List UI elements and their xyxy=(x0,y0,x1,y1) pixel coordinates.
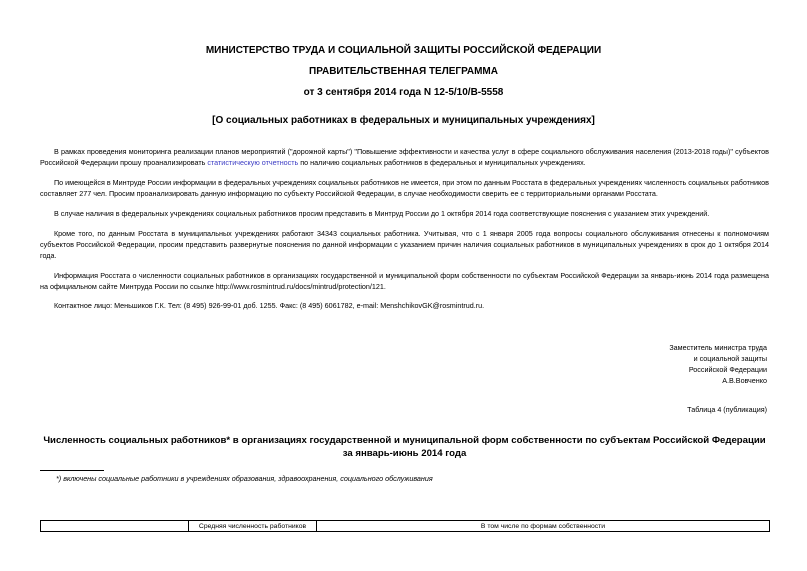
paragraph-1 xyxy=(40,146,769,168)
statistics-report-link[interactable]: статистическую отчетность xyxy=(207,158,299,167)
paragraph-1-text-start: В рамках проведения мониторинга реализации планов мероприятий ("дорожной карты") "Повышение эффективности и качества услуг в сфере социального обслуживания населения (2013-2018 годы)" субъектов Российской Федерации прошу проанализировать xyxy=(40,147,769,167)
signature-name: А.В.Вовченко xyxy=(722,376,767,385)
signature-position: Заместитель министра труда xyxy=(669,343,767,352)
document-subject: [О социальных работниках в федеральных и муниципальных учреждениях] xyxy=(212,115,595,126)
paragraph-2-text: По имеющейся в Минтруде России информации в федеральных учреждениях социальных работников не имеется, при этом по данным Росстата в федеральных учреждениях численность социальных работников составляет 277 чел. Просим проанализировать данную информацию по субъекту Российской Федерации, в случае необходимости сверить ее с территориальными органами Росстата. xyxy=(40,178,769,198)
table-header-cell-average: Средняя численность работников xyxy=(189,521,317,532)
ministry-title: МИНИСТЕРСТВО ТРУДА И СОЦИАЛЬНОЙ ЗАЩИТЫ РОССИЙСКОЙ ФЕДЕРАЦИИ xyxy=(205,45,602,56)
paragraph-3 xyxy=(40,208,769,219)
paragraph-3-text: В случае наличия в федеральных учреждениях социальных работников просим представить в Минтруд России до 1 октября 2014 года соответствующие пояснения с указанием этих учреждений. xyxy=(54,209,710,218)
paragraph-5 xyxy=(40,270,769,292)
paragraph-4 xyxy=(40,228,769,261)
contact-text: Контактное лицо: Меньшиков Г.К. Тел: (8 495) 926-99-01 доб. 1255. Факс: (8 495) 6061782, e-mail: MenshchikovGK@rosmintrud.ru. xyxy=(54,301,485,310)
table-header-cell-region xyxy=(41,521,189,532)
signature-block xyxy=(669,342,767,386)
table-header-cell-ownership: В том числе по формам собственности xyxy=(317,521,770,532)
footnote: *) включены социальные работники в учреждениях образования, здравоохранения, социального обслуживания xyxy=(56,474,433,483)
footnote-divider xyxy=(40,470,104,471)
paragraph-4-text: Кроме того, по данным Росстата в муниципальных учреждениях работают 34343 социальных работника. Учитывая, что с 1 января 2005 года вопросы социального обслуживания отнесены к полномочиям субъектов Российской Федерации, просим представить развернутые пояснения по данной информации с указанием причин наличия социальных работников в муниципальных учреждениях в срок до 1 октября 2014 года. xyxy=(40,229,769,260)
table-title: Численность социальных работников* в организациях государственной и муниципальной форм собственности по субъектам Российской Федерации за январь-июнь 2014 года xyxy=(43,435,766,459)
contact-paragraph xyxy=(40,300,769,311)
data-table xyxy=(40,520,770,532)
table-note: Таблица 4 (публикация) xyxy=(687,405,767,414)
document-date-number: от 3 сентября 2014 года N 12-5/10/В-5558 xyxy=(303,87,504,98)
paragraph-2 xyxy=(40,177,769,199)
paragraph-1-text-end: по наличию социальных работников в федеральных и муниципальных учреждениях. xyxy=(298,158,586,167)
document-type: ПРАВИТЕЛЬСТВЕННАЯ ТЕЛЕГРАММА xyxy=(309,66,498,77)
signature-position-3: Российской Федерации xyxy=(688,365,767,374)
signature-position-2: и социальной защиты xyxy=(693,354,767,363)
table-header-row xyxy=(41,521,770,532)
paragraph-5-text: Информация Росстата о численности социальных работников в организациях государственной и муниципальной форм собственности по субъектам Российской Федерации за январь-июнь 2014 года размещена на официальном сайте Минтруда России по ссылке http://www.rosmintrud.ru/docs/mintrud/protection/121. xyxy=(40,271,769,291)
